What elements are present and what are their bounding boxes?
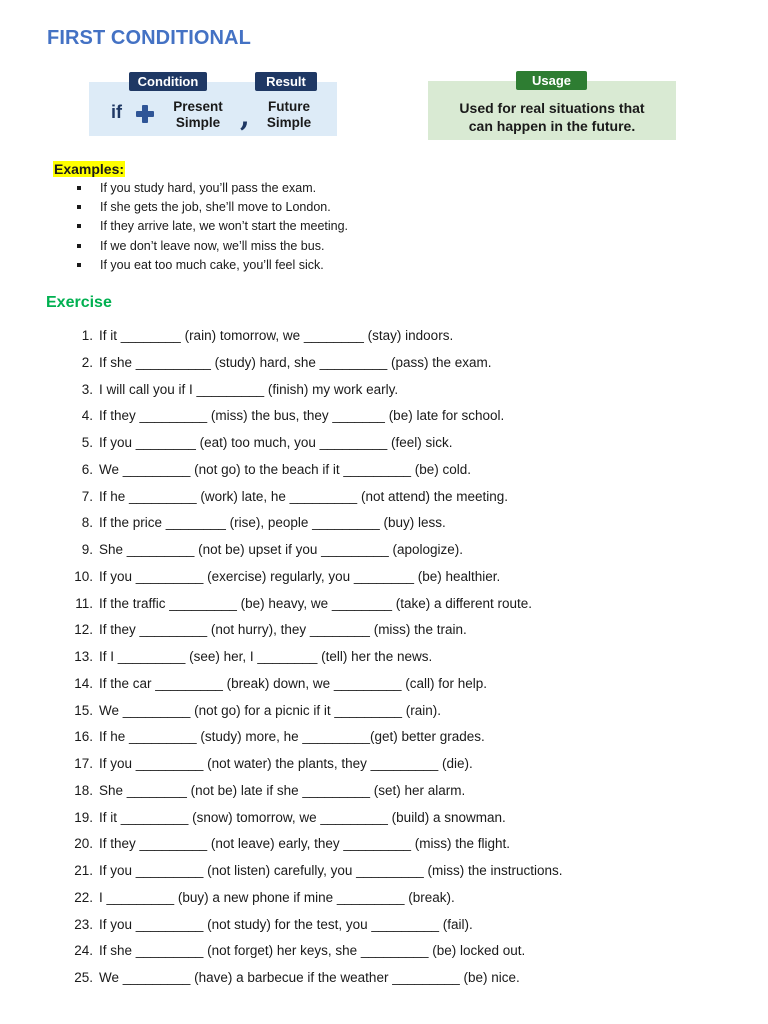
plus-icon <box>136 105 154 123</box>
item-number: 12. <box>74 622 93 638</box>
result-tag: Result <box>255 72 317 91</box>
item-text: If the price ________ (rise), people _________ (buy) less. <box>99 515 446 531</box>
exercise-item <box>60 513 563 540</box>
item-number: 15. <box>74 702 93 718</box>
item-number: 10. <box>74 568 93 584</box>
example-item: If she gets the job, she’ll move to London. <box>77 198 348 217</box>
item-number: 13. <box>74 649 93 664</box>
item-text: If you _________ (not listen) carefully, you _________ (miss) the instructions. <box>99 863 563 878</box>
item-number: 7. <box>81 488 93 504</box>
example-item: If they arrive late, we won’t start the meeting. <box>77 217 348 236</box>
bullet-icon <box>77 205 81 209</box>
example-item: If you study hard, you’ll pass the exam. <box>77 179 348 198</box>
usage-line2: can happen in the future. <box>468 118 636 134</box>
item-text: If you _________ (not water) the plants, they _________ (die). <box>99 756 473 771</box>
item-text: If you _________ (not study) for the test, you _________ (fail). <box>99 916 473 932</box>
exercise-item <box>60 808 563 835</box>
usage-text <box>428 99 676 135</box>
exercise-item <box>60 727 563 754</box>
item-text: She ________ (not be) late if she _________ (set) her alarm. <box>99 782 466 798</box>
item-text: If it _________ (snow) tomorrow, we _________ (build) a snowman. <box>99 809 506 825</box>
item-number: 21. <box>74 863 93 878</box>
example-item: If you eat too much cake, you’ll feel sick. <box>77 256 348 275</box>
item-text: If the car _________ (break) down, we _________ (call) for help. <box>99 675 487 691</box>
exercise-item <box>60 888 563 915</box>
exercise-item <box>60 941 563 968</box>
item-text: We _________ (not go) to the beach if it _________ (be) cold. <box>99 461 472 477</box>
if-word: if <box>111 102 122 122</box>
example-item: If we don’t leave now, we’ll miss the bus. <box>77 237 348 256</box>
exercise-item <box>60 674 563 701</box>
item-text: If she _________ (not forget) her keys, she _________ (be) locked out. <box>99 943 526 959</box>
item-text: If the traffic _________ (be) heavy, we ________ (take) a different route. <box>99 595 533 611</box>
exercise-item <box>60 353 563 380</box>
item-number: 14. <box>74 675 93 691</box>
item-text: If he _________ (study) more, he _________(get) better grades. <box>99 729 485 745</box>
item-number: 23. <box>74 916 93 932</box>
page-title: FIRST CONDITIONAL <box>47 27 251 49</box>
exercise-item <box>60 460 563 487</box>
exercise-item <box>60 834 563 861</box>
item-text: We _________ (not go) for a picnic if it _________ (rain). <box>99 702 441 718</box>
item-text: If she __________ (study) hard, she _________ (pass) the exam. <box>99 354 492 370</box>
item-text: I will call you if I _________ (finish) my work early. <box>99 381 399 397</box>
future-line1: Future <box>268 99 310 114</box>
exercise-item <box>60 540 563 567</box>
usage-tag: Usage <box>516 71 587 90</box>
item-number: 19. <box>74 809 93 825</box>
comma-icon: , <box>240 100 250 133</box>
bullet-icon <box>77 224 81 228</box>
examples-list <box>77 179 348 275</box>
item-number: 5. <box>81 435 93 450</box>
condition-tag: Condition <box>129 72 207 91</box>
exercise-heading: Exercise <box>46 294 112 311</box>
item-number: 4. <box>81 408 93 424</box>
item-number: 9. <box>81 542 93 557</box>
item-text: If you _________ (exercise) regularly, you ________ (be) healthier. <box>99 568 501 584</box>
exercise-item <box>60 861 563 888</box>
exercise-item <box>60 380 563 407</box>
item-text: If he _________ (work) late, he _________ (not attend) the meeting. <box>99 488 509 504</box>
item-number: 18. <box>74 782 93 798</box>
present-line2: Simple <box>175 115 221 130</box>
item-text: We _________ (have) a barbecue if the weather _________ (be) nice. <box>99 970 520 985</box>
item-text: If they _________ (not hurry), they ________ (miss) the train. <box>99 622 467 638</box>
item-number: 20. <box>74 836 93 852</box>
exercise-item <box>60 620 563 647</box>
exercise-item <box>60 567 563 594</box>
item-text: If they _________ (miss) the bus, they _______ (be) late for school. <box>99 408 505 424</box>
exercise-item <box>60 406 563 433</box>
item-text: If I _________ (see) her, I ________ (tell) her the news. <box>99 649 433 664</box>
item-number: 11. <box>75 595 93 611</box>
bullet-icon <box>77 263 81 267</box>
item-number: 3. <box>81 381 93 397</box>
item-number: 25. <box>74 970 93 985</box>
item-text: If you ________ (eat) too much, you _________ (feel) sick. <box>99 435 453 450</box>
exercise-item <box>60 487 563 514</box>
item-number: 22. <box>74 889 93 905</box>
bullet-icon <box>77 186 81 190</box>
bullet-icon <box>77 244 81 248</box>
item-number: 16. <box>74 729 93 745</box>
item-text: She _________ (not be) upset if you _________ (apologize). <box>99 542 464 557</box>
present-line1: Present <box>173 99 223 114</box>
exercise-item <box>60 647 563 674</box>
item-number: 2. <box>81 354 93 370</box>
item-number: 1. <box>81 328 93 343</box>
item-text: If they _________ (not leave) early, they _________ (miss) the flight. <box>99 836 510 852</box>
exercise-item <box>60 915 563 942</box>
exercise-item <box>60 968 563 995</box>
future-simple-label <box>260 99 318 131</box>
examples-label: Examples: <box>54 161 125 177</box>
future-line2: Simple <box>266 115 312 130</box>
exercise-item <box>60 433 563 460</box>
item-text: If it ________ (rain) tomorrow, we ________ (stay) indoors. <box>99 328 454 343</box>
item-number: 24. <box>74 943 93 959</box>
exercise-list <box>60 326 563 995</box>
exercise-item <box>60 701 563 728</box>
item-number: 6. <box>81 461 93 477</box>
exercise-item <box>60 326 563 353</box>
item-text: I _________ (buy) a new phone if mine _________ (break). <box>99 889 455 905</box>
item-number: 17. <box>74 756 93 771</box>
exercise-item <box>60 754 563 781</box>
present-simple-label <box>168 99 228 131</box>
exercise-item <box>60 594 563 621</box>
usage-line1: Used for real situations that <box>459 100 645 116</box>
exercise-item <box>60 781 563 808</box>
item-number: 8. <box>81 515 93 531</box>
